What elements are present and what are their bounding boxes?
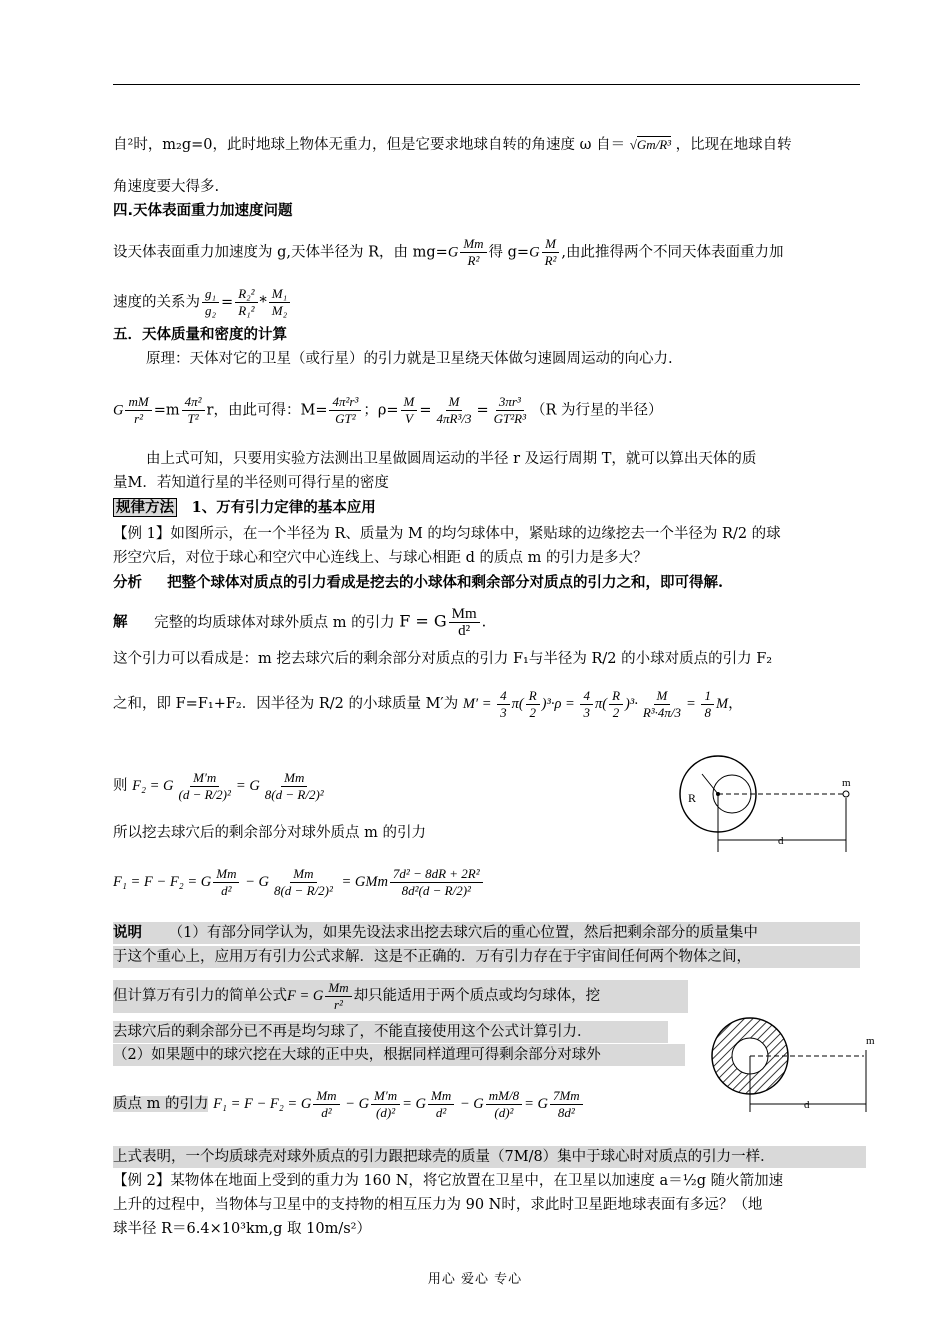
line-8: G $\frac{mM}{\text{r²}}$ =m $\frac{\text{4π²}}{\text{T²}}$ r，由此可得：M= $\frac{\text{4π²r³}}{\text{GT²}}$ ；ρ= $\frac{M}{V}$ = $\frac{M}{\text{4πR³/3}}$ = $\frac{\text{3πr³}}{\text{GT²R³}}$ （R 为行星的半径）	[113, 394, 663, 426]
line-7: 原理：天体对它的卫星（或行星）的引力就是卫星绕天体做匀速圆周运动的向心力.	[146, 351, 673, 367]
label-d: d	[778, 835, 784, 847]
formula-F1-line	[113, 866, 485, 899]
line-2: 角速度要大得多.	[113, 179, 220, 195]
note-line-4: 去球穴后的剩余部分已不再是均匀球了，不能直接使用这个公式计算引力．	[113, 1021, 668, 1043]
formula-G2: G	[529, 244, 540, 261]
label-m: m	[842, 777, 851, 789]
formula-F1: F₁ = F − F₂ = G $\frac{Mm}{\text{d²}}$ − G $\frac{Mm}{\text{8(d − R/2)²}}$ = GMm $\frac{\text{7d² − 8dR + 2R²}}{\text{8d²(d − R/2)²}}$	[113, 874, 485, 890]
example-1-line-2: 形空穴后，对位于球心和空穴中心连线上、与球心相距 d 的质点 m 的引力是多大？	[113, 550, 648, 566]
formula-omega: √Gm/R³	[629, 137, 672, 152]
text-l1b: ，比现在地球自转	[675, 137, 792, 153]
rule-box: 规律方法	[113, 498, 177, 517]
so-line: 所以挖去球穴后的剩余部分对球外质点 m 的引力	[113, 825, 426, 841]
text-l4b: 得 g=	[488, 244, 530, 261]
analysis-line	[113, 572, 723, 594]
frac-R-ratio: $\frac{\text{R₂²}}{\text{R₁²}}$	[235, 286, 257, 319]
text-l8a: ，由此可得：M=	[213, 402, 328, 419]
example-1-line-1: 【例 1】如图所示，在一个半径为 R、质量为 M 的均匀球体中，紧贴球的边缘挖去一个半径为 R/2 的球	[113, 526, 781, 542]
frac-g-ratio: $\frac{\text{g₁}}{\text{g₂}}$	[202, 286, 219, 319]
solution-text: 完整的均质球体对球外质点 m 的引力	[154, 614, 395, 631]
text-l4a: 设天体表面重力加速度为 g,天体半径为 R，由 mg=	[113, 244, 448, 261]
note-line-1	[113, 922, 860, 944]
then-line	[113, 770, 329, 803]
solution-line: 解 完整的均质球体对球外质点 m 的引力 F = G $\frac{Mm}{\text{d²}}$ .	[113, 606, 487, 639]
note-line-6	[113, 1088, 585, 1121]
note-label: 说明	[113, 924, 142, 941]
note-line-2: 于这个重心上，应用万有引力公式求解．这是不正确的．万有引力存在于宇宙间任何两个物体之间，	[113, 946, 860, 968]
section-4-heading: 四.天体表面重力加速度问题	[113, 203, 293, 219]
line-9: 由上式可知，只要用实验方法测出卫星做圆周运动的半径 r 及运行周期 T，就可以算出天体的质	[146, 451, 757, 467]
frac-Mm-R2: $\frac{Mm}{\text{R²}}$	[460, 236, 486, 269]
note-line-5: （2）如果题中的球穴挖在大球的正中央，根据同样道理可得剩余部分对球外	[113, 1044, 685, 1066]
figure-1-hollow-sphere	[676, 752, 866, 864]
text-l8-note: （R 为行星的半径）	[531, 402, 663, 419]
page-footer: 用心 爱心 专心	[427, 1272, 523, 1287]
example-2-line-3: 球半径 R＝6.4×10³km,g 取 10m/s²）	[113, 1221, 371, 1237]
line-5: 速度的关系为 $\frac{\text{g₁}}{\text{g₂}}$ = $\frac{\text{R₂²}}{\text{R₁²}}$ * $\frac{\text{M₁}}{\text{M₂}}$	[113, 286, 292, 319]
text-l5: 速度的关系为	[113, 294, 200, 311]
rule-title: 1、万有引力定律的基本应用	[191, 499, 376, 516]
header-rule	[113, 84, 860, 85]
label-d-2: d	[804, 1099, 810, 1111]
label-m-2: m	[866, 1035, 875, 1047]
text-l1a: 自²时，m₂g=0，此时地球上物体无重力，但是它要求地球自转的角速度 ω 自＝	[113, 137, 626, 153]
note-text-3b: 却只能适用于两个质点或均匀球体，挖	[353, 987, 601, 1004]
example-2-line-1: 【例 2】某物体在地面上受到的重力为 160 N，将它放置在卫星中，在卫星以加速度 a＝½g 随火箭加速	[113, 1173, 784, 1189]
analysis-text: 把整个球体对质点的引力看成是挖去的小球体和剩余部分对质点的引力之和，即可得解.	[167, 574, 724, 591]
example-2-line-2: 上升的过程中，当物体与卫星中的支持物的相互压力为 90 N时，求此时卫星距地球表面有多远？（地	[113, 1197, 763, 1213]
section-5-heading: 五．天体质量和密度的计算	[113, 327, 287, 343]
figure-2-spherical-shell	[708, 1012, 880, 1120]
rule-section	[113, 497, 376, 519]
text-l4c: ,由此推得两个不同天体表面重力加	[561, 244, 784, 261]
solution-line-2: 这个引力可以看成是：m 挖去球穴后的剩余部分对质点的引力 F₁与半径为 R/2 的小球对质点的引力 F₂	[113, 651, 773, 667]
label-R: R	[688, 791, 697, 805]
frac-Mm-d2: $\frac{Mm}{\text{d²}}$	[449, 606, 480, 639]
point-mass	[843, 791, 849, 797]
frac-mM-r2: $\frac{mM}{\text{r²}}$	[125, 394, 151, 427]
formula-F2: F₂ = G $\frac{M'm}{\text{(d − R/2)²}}$ = G $\frac{Mm}{\text{8(d − R/2)²}}$	[132, 770, 324, 802]
note-text-3a: 但计算万有引力的简单公式	[113, 987, 287, 1004]
solution-label: 解	[113, 613, 128, 631]
line-10: 量M．若知道行星的半径则可得行星的密度	[113, 475, 389, 491]
note-text-6: 质点 m 的引力	[113, 1095, 209, 1112]
note-line-3	[113, 980, 688, 1013]
formula-gravity: F = G $\frac{Mm}{\text{r²}}$	[287, 988, 354, 1004]
line-1	[113, 134, 792, 156]
frac-M-R2: $\frac{M}{\text{R²}}$	[542, 236, 560, 269]
frac-M-formula: $\frac{\text{4π²r³}}{\text{GT²}}$	[329, 394, 361, 427]
frac-density-result: $\frac{\text{3πr³}}{\text{GT²R³}}$	[493, 394, 527, 426]
formula-Mprime: M′ = $\frac{4}{3}$ π( $\frac{R}{2}$ )³·ρ = $\frac{4}{3}$ π( $\frac{R}{2}$ )³· $\frac{M}{\text{R³·4π/3}}$ = $\frac{1}{8}$ M	[462, 688, 729, 720]
frac-M-ratio: $\frac{\text{M₁}}{\text{M₂}}$	[269, 286, 290, 319]
solution-text-3: 之和，即 F=F₁+F₂．因半径为 R/2 的小球质量 M′为	[113, 695, 459, 712]
frac-density: $\frac{M}{\text{4πR³/3}}$	[436, 394, 472, 426]
formula-shell: F₁ = F − F₂ = G $\frac{Mm}{\text{d²}}$ − G $\frac{M'm}{\text{(d)²}}$ = G $\frac{Mm}{\text{d²}}$ − G $\frac{mM/8}{\text{(d)²}}$ = G $\frac{7Mm}{\text{8d²}}$	[213, 1096, 585, 1112]
note-line-7: 上式表明，一个均质球壳对球外质点的引力跟把球壳的质量（7M/8）集中于球心时对质点的引力一样．	[113, 1146, 866, 1168]
then-label: 则	[113, 777, 128, 794]
frac-M-V: $\frac{M}{V}$	[401, 394, 418, 427]
note-text-1: （1）有部分同学认为，如果先设法求出挖去球穴后的重心位置，然后把剩余部分的质量集中	[168, 925, 758, 941]
solution-line-3: 之和，即 F=F₁+F₂．因半径为 R/2 的小球质量 M′为 M′ = $\frac{4}{3}$ π( $\frac{R}{2}$ )³·ρ = $\frac{4}{3}$ π( $\frac{R}{2}$ )³· $\frac{M}{\text{R³·4π/3}}$ = $\frac{1}{8}$ M，	[113, 688, 743, 720]
frac-4pi2-T2: $\frac{\text{4π²}}{\text{T²}}$	[182, 394, 205, 427]
line-4	[113, 236, 784, 269]
formula-G: G	[447, 244, 459, 261]
analysis-label: 分析	[113, 574, 142, 591]
